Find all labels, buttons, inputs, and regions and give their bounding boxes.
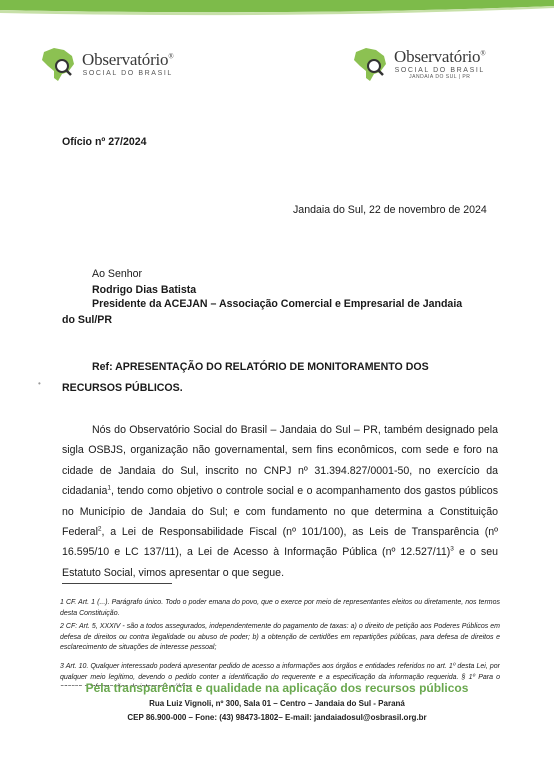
oficio-number: Ofício nº 27/2024 xyxy=(62,136,147,148)
recipient-title: Presidente da ACEJAN – Associação Comercial e Empresarial de Jandaia xyxy=(92,298,463,310)
footer-tagline: Pela transparência e qualidade na aplicação dos recursos públicos xyxy=(85,681,469,695)
date-line: Jandaia do Sul, 22 de novembro de 2024 xyxy=(293,204,487,216)
brazil-map-magnifier-icon xyxy=(350,44,390,84)
header-swoosh xyxy=(0,0,554,20)
footnote-1: 1 CF. Art. 1 (...). Parágrafo único. Todo o poder emana do povo, que o exerce por meio de representantes eleitos ou diretamente, nos termos desta Constituição. xyxy=(60,599,500,617)
logo-right xyxy=(350,44,485,84)
recipient-name: Rodrigo Dias Batista xyxy=(92,284,197,296)
logo-left-name: Observatório® xyxy=(82,50,174,69)
logo-right-sub: SOCIAL DO BRASIL xyxy=(394,67,485,74)
recipient-title-cont: do Sul/PR xyxy=(62,314,113,326)
footer-address: Rua Luiz Vignoli, nº 300, Sala 01 – Centro – Jandaia do Sul - Paraná xyxy=(149,699,405,708)
reference-subject: Ref: APRESENTAÇÃO DO RELATÓRIO DE MONITORAMENTO DOS RECURSOS PÚBLICOS. xyxy=(62,361,429,394)
brazil-map-magnifier-icon xyxy=(38,44,78,84)
logo-right-location: JANDAIA DO SUL | PR xyxy=(409,74,471,80)
footnote-2: 2 CF: Art. 5, XXXIV - são a todos assegurados, independentemente do pagamento de taxas: a) o direito de petição aos Poderes Públicos em defesa de direitos ou contra ilegalidade ou abuso de poder; b) a obtenção de certidões em repartições públicas, para defesa de direitos e esclarecimento de situações de interesse pessoal; xyxy=(60,623,500,652)
body-paragraph: Nós do Observatório Social do Brasil – Jandaia do Sul – PR, também designado pela sigla OSBJS, organização não governamental, sem fins econômicos, com sede e foro na cidade de Jandaia do Sul, inscrito no CNPJ nº 31.394.827/0001-50, no exercício da cidadania$^1$, tendo como objetivo o controle social e o acompanhamento dos gastos públicos no Município de Jandaia do Sul; e com fundamento no que determina a Constituição Federal$^2$, a Lei de Responsabilidade Fiscal (nº 101/100), as Leis de Transparência (nº 16.595/10 e LC 137/11), a Lei de Acesso à Informação Pública (nº 12.527/11)$^3$ e o seu Estatuto Social, vimos apresentar o que segue. xyxy=(62,424,498,579)
margin-mark: • xyxy=(38,379,41,388)
logo-right-name: Observatório® xyxy=(394,47,486,66)
footer-contact: CEP 86.900-000 – Fone: (43) 98473-1802– E-mail: jandaiadosul@osbrasil.org.br xyxy=(127,713,427,722)
logo-left xyxy=(38,44,173,84)
footnote-divider xyxy=(62,583,172,584)
footnote-3: 3 Art. 10. Qualquer interessado poderá apresentar pedido de acesso a informações aos órgãos e entidades referidos no art. 1º desta Lei, por qualquer meio legítimo, devendo o pedido conter a identificação do requerente e a especificação da informação requerida. § 1º Para o xyxy=(60,663,500,681)
logo-left-sub: SOCIAL DO BRASIL xyxy=(82,70,173,77)
recipient-salutation: Ao Senhor xyxy=(92,268,143,280)
